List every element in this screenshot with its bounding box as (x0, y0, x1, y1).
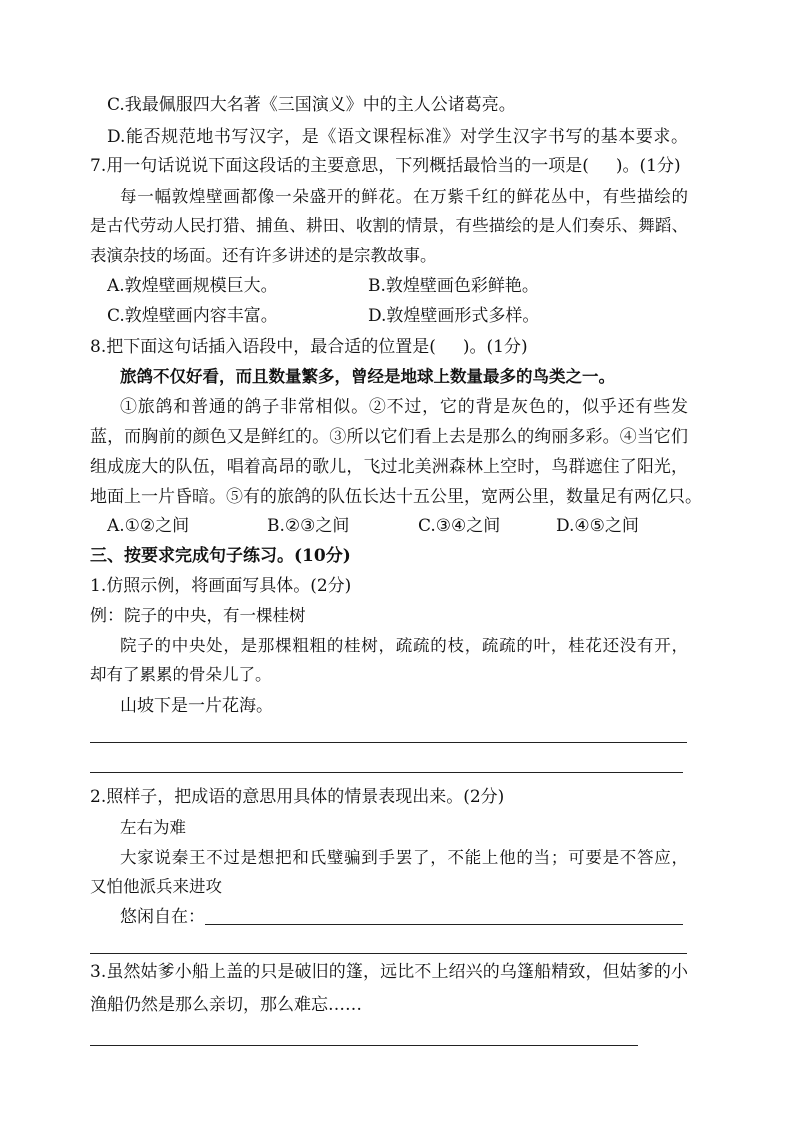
q8-option-b: B.②③之间 (267, 516, 350, 536)
s3-q3-stem-line: 3.虽然姑爹小船上盖的只是破旧的篷，远比不上绍兴的乌篷船精致，但姑爹的小 (90, 962, 688, 982)
q7-passage-line: 是古代劳动人民打猎、捕鱼、耕田、收割的情景，有些描绘的是人们奏乐、舞蹈、 (90, 216, 688, 235)
q7-option-c: C.敦煌壁画内容丰富。 (107, 306, 278, 326)
s3-q1-prompt: 山坡下是一片花海。 (120, 696, 273, 716)
q8-option-c: C.③④之间 (418, 516, 501, 536)
s3-q2-prompt: 悠闲自在： (120, 907, 205, 927)
s3-q2-example-answer-line: 又怕他派兵来进攻 (90, 877, 222, 896)
q8-passage-line: 蓝，而胸前的颜色又是鲜红的。③所以它们看上去是那么的绚丽多彩。④当它们 (90, 427, 688, 447)
q8-passage-line: ①旅鸽和普通的鸽子非常相似。②不过，它的背是灰色的，似乎还有些发 (120, 397, 688, 417)
q7-option-d: D.敦煌壁画形式多样。 (368, 306, 540, 326)
s3-q2-example-answer-line: 大家说秦王不过是想把和氏璧骗到手罢了，不能上他的当；可要是不答应， (120, 848, 688, 867)
q8-option-a: A.①②之间 (107, 516, 190, 536)
q7-passage-line: 表演杂技的场面。还有许多讲述的是宗教故事。 (90, 246, 437, 265)
q8-insert-sentence: 旅鸽不仅好看，而且数量繁多，曾经是地球上数量最多的鸟类之一。 (120, 367, 615, 386)
q7-option-a: A.敦煌壁画规模巨大。 (107, 276, 278, 296)
example-label: 例： (90, 606, 124, 626)
s3-q2-idiom: 左右为难 (120, 818, 186, 837)
q7-passage-line: 每一幅敦煌壁画都像一朵盛开的鲜花。在万紫千红的鲜花丛中，有些描绘的 (120, 187, 688, 206)
answer-line (205, 924, 683, 925)
q8-stem: 8.把下面这句话插入语段中，最合适的位置是( )。(1分) (90, 337, 528, 357)
s3-q1-example-line (90, 606, 306, 626)
s3-q1-example-answer-line: 却有了累累的骨朵儿了。 (90, 665, 272, 684)
s3-q3-stem-line: 渔船仍然是那么亲切，那么难忘…… (90, 995, 362, 1015)
section-heading: 三、按要求完成句子练习。(10分) (90, 546, 351, 566)
answer-line (90, 1045, 638, 1046)
q7-option-b: B.敦煌壁画色彩鲜艳。 (368, 276, 539, 296)
q7-stem: 7.用一句话说说下面这段话的主要意思，下列概括最恰当的一项是( )。(1分) (90, 156, 681, 176)
example-text: 院子的中央，有一棵桂树 (124, 606, 306, 625)
answer-line (90, 953, 687, 954)
q8-passage-line: 组成庞大的队伍，唱着高昂的歌儿，飞过北美洲森林上空时，鸟群遮住了阳光， (90, 457, 688, 477)
answer-line (90, 772, 683, 773)
s3-q2-stem: 2.照样子，把成语的意思用具体的情景表现出来。(2分) (90, 787, 505, 807)
answer-line (90, 742, 687, 743)
s3-q1-stem: 1.仿照示例，将画面写具体。(2分) (90, 576, 352, 596)
s3-q1-example-answer-line: 院子的中央处，是那棵粗粗的桂树，疏疏的枝，疏疏的叶，桂花还没有开， (120, 636, 688, 655)
q6-option-c: C.我最佩服四大名著《三国演义》中的主人公诸葛亮。 (107, 95, 516, 115)
q8-passage-line: 地面上一片昏暗。⑤有的旅鸽的队伍长达十五公里，宽两公里，数量足有两亿只。 (90, 487, 702, 507)
q8-option-d: D.④⑤之间 (556, 516, 639, 536)
q6-option-d: D.能否规范地书写汉字，是《语文课程标准》对学生汉字书写的基本要求。 (107, 127, 688, 147)
